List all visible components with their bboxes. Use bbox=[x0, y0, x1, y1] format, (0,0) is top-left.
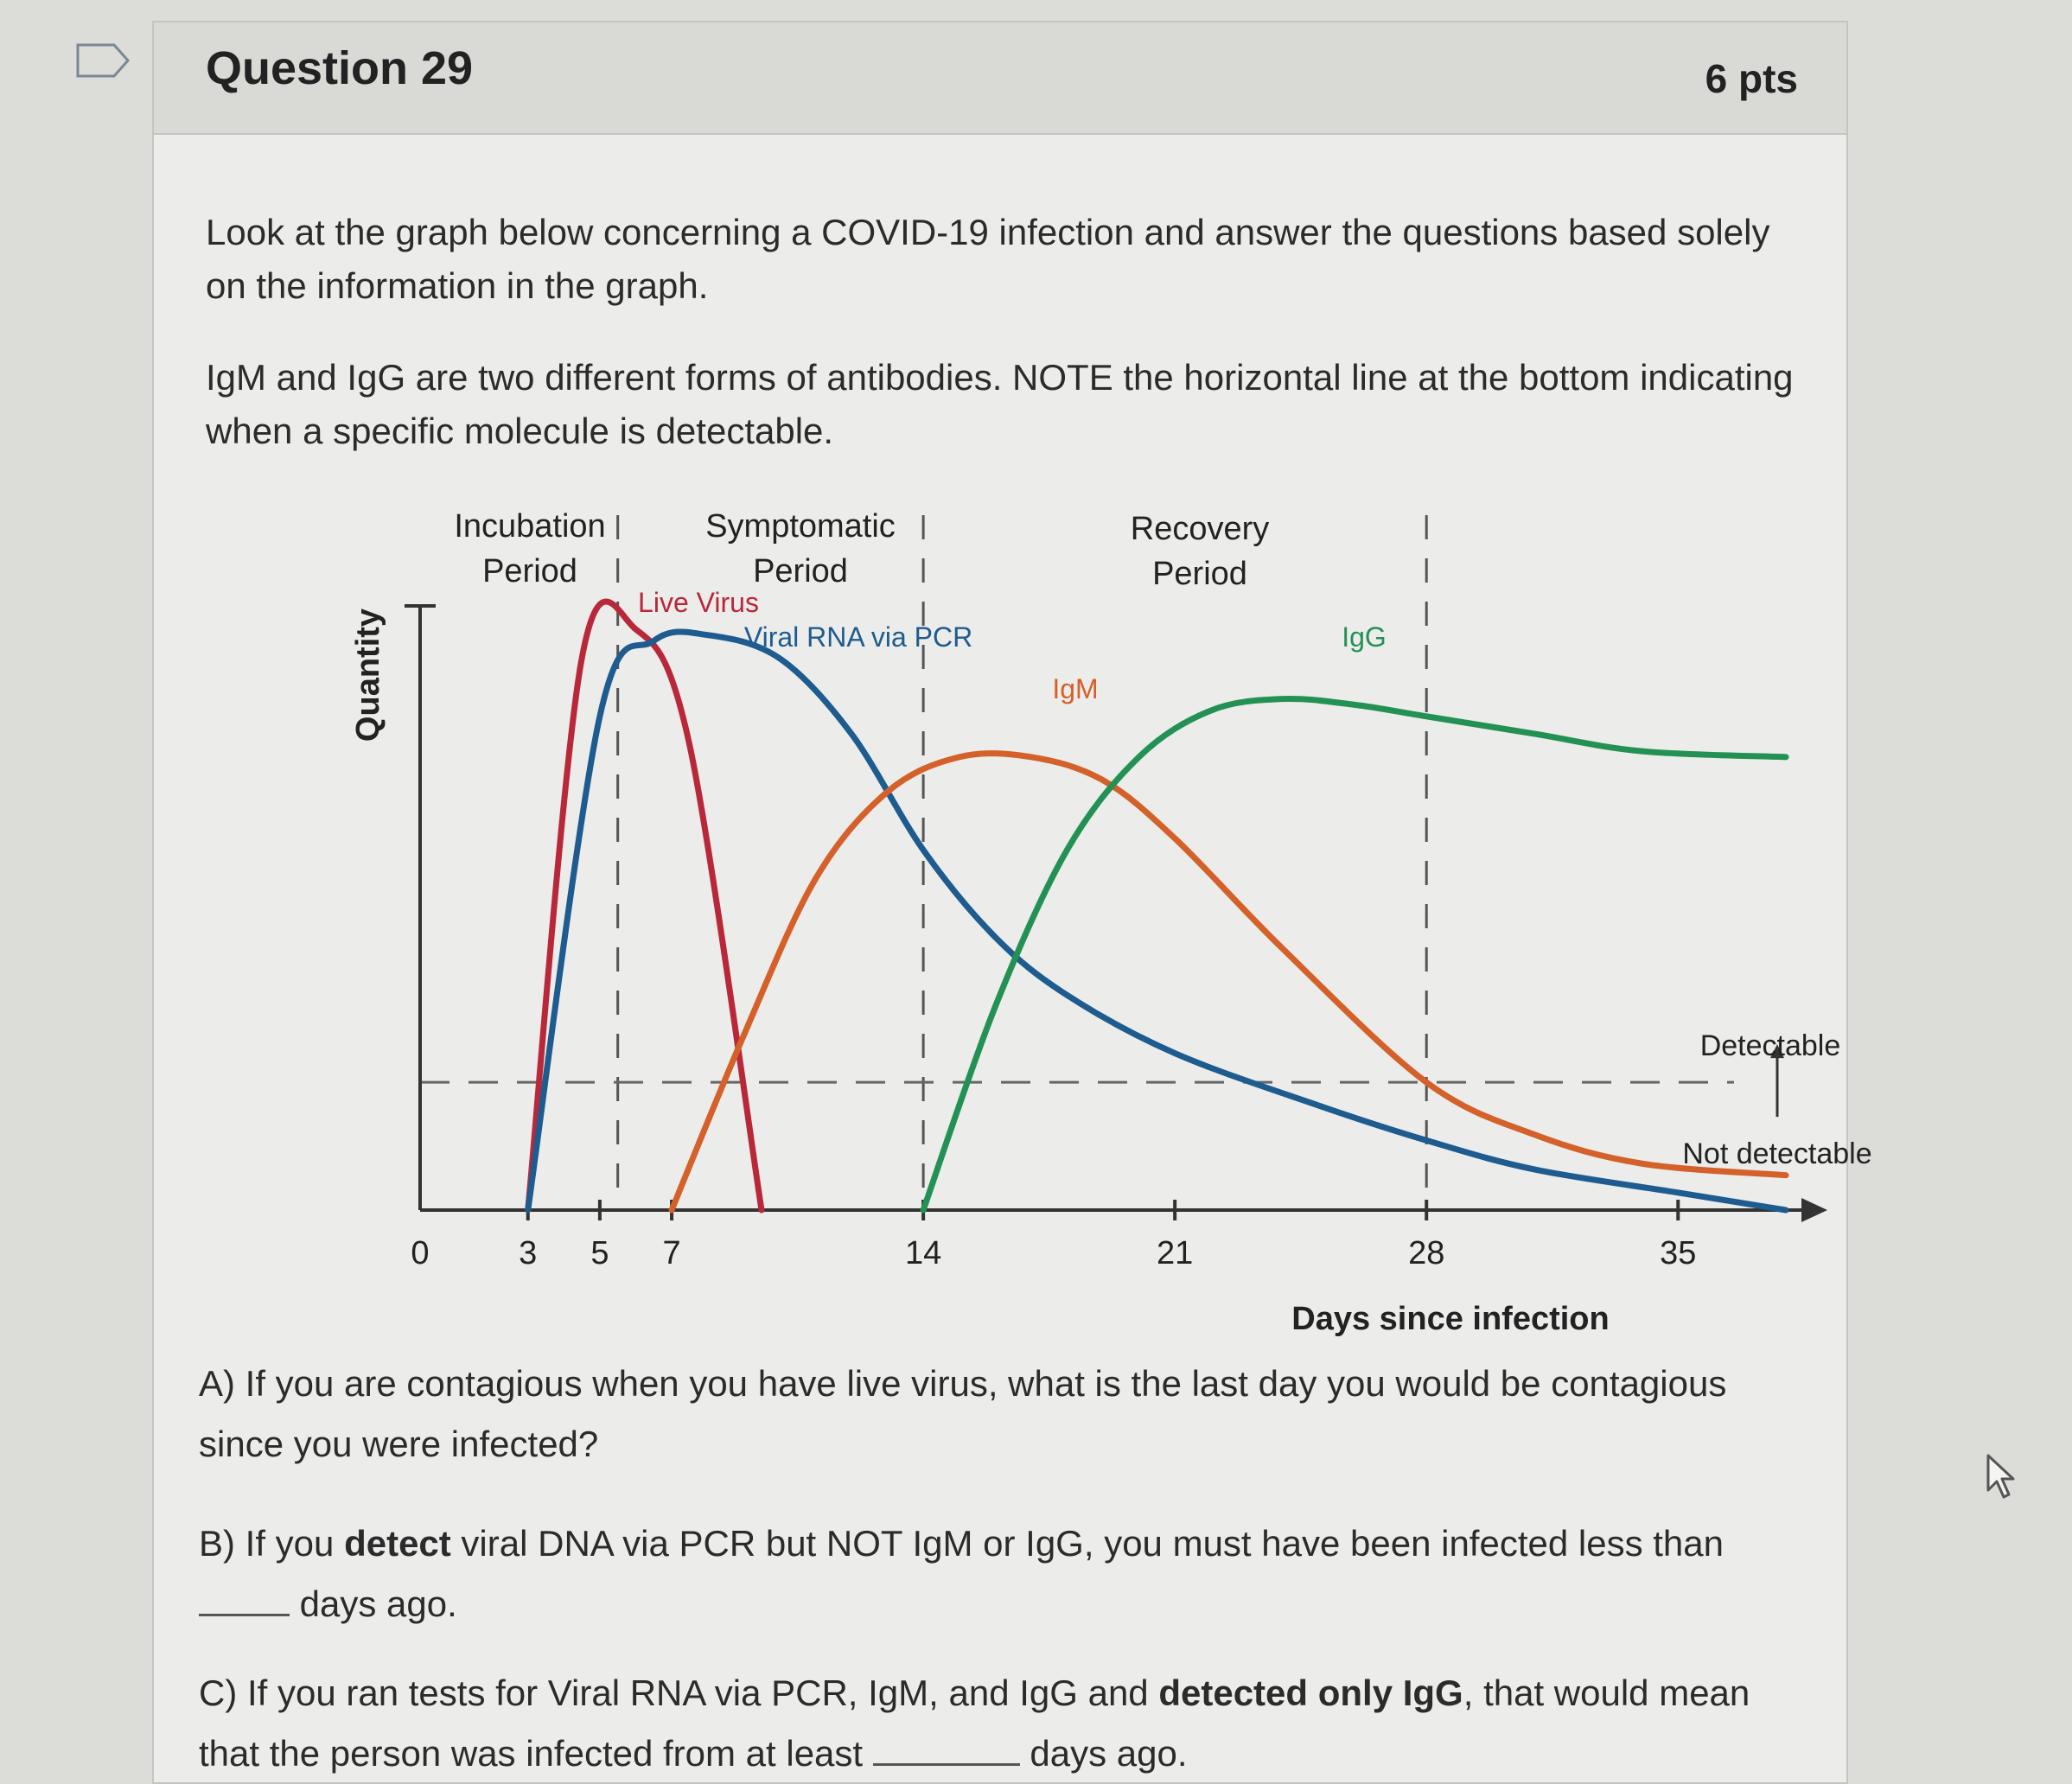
x-tick-label: 21 bbox=[1157, 1235, 1194, 1271]
label-igg: IgG bbox=[1342, 621, 1387, 653]
question-c-mid: , that would mean that the person was infected from at least bbox=[199, 1672, 1750, 1774]
question-card bbox=[152, 21, 1872, 1784]
x-axis-label: Days since infection bbox=[1291, 1301, 1610, 1337]
series-igg bbox=[923, 698, 1786, 1210]
series-igm bbox=[672, 754, 1786, 1210]
intro-paragraph-2: IgM and IgG are two different forms of antibodies. NOTE the horizontal line at the bottom indicating when a specific molecule is detectable. bbox=[206, 357, 1794, 451]
period-label-recovery-1: Recovery bbox=[1130, 511, 1270, 547]
period-label-incubation-2: Period bbox=[482, 553, 577, 589]
detection-threshold bbox=[420, 1044, 1784, 1117]
question-b-blank[interactable] bbox=[199, 1576, 290, 1616]
question-points: 6 pts bbox=[1705, 56, 1798, 101]
question-a: A) If you are contagious when you have live virus, what is the last day you would be contagious since you were infected? bbox=[199, 1363, 1727, 1464]
x-tick-label: 3 bbox=[519, 1235, 538, 1271]
question-b bbox=[199, 1513, 1798, 1634]
period-label-symptomatic-2: Period bbox=[753, 553, 848, 589]
x-axis-arrow bbox=[1801, 1198, 1827, 1222]
question-b-bold: detect bbox=[344, 1523, 451, 1564]
bookmark-icon[interactable] bbox=[76, 43, 130, 78]
question-c-bold: detected only IgG bbox=[1158, 1672, 1463, 1713]
question-c bbox=[199, 1663, 1798, 1784]
question-c-suffix: days ago. bbox=[1019, 1733, 1188, 1774]
question-b-mid: viral DNA via PCR but NOT IgM or IgG, you must have been infected less than bbox=[450, 1523, 1724, 1564]
y-axis-label: Quantity bbox=[350, 608, 386, 742]
question-b-prefix: B) If you bbox=[199, 1523, 345, 1564]
series-labels bbox=[638, 587, 1387, 704]
detectable-label: Detectable bbox=[1699, 1029, 1841, 1062]
period-label-symptomatic-1: Symptomatic bbox=[705, 508, 896, 545]
question-header bbox=[154, 22, 1846, 135]
question-b-suffix: days ago. bbox=[290, 1583, 457, 1624]
period-label-recovery-2: Period bbox=[1152, 556, 1247, 592]
x-tick-label: 35 bbox=[1660, 1235, 1697, 1271]
mouse-pointer-icon bbox=[1985, 1452, 2016, 1500]
x-tick-label: 14 bbox=[904, 1235, 942, 1271]
x-tick-label: 0 bbox=[411, 1235, 430, 1271]
question-c-prefix: C) If you ran tests for Viral RNA via PCR, IgM, and IgG and bbox=[199, 1672, 1159, 1713]
label-igm: IgM bbox=[1052, 673, 1099, 704]
series-live-virus bbox=[528, 602, 762, 1210]
period-label-incubation-1: Incubation bbox=[454, 508, 606, 545]
x-tick-label: 7 bbox=[662, 1235, 681, 1271]
label-viral-rna-pcr: Viral RNA via PCR bbox=[743, 621, 973, 653]
question-title: Question 29 bbox=[206, 42, 474, 94]
chart-series bbox=[528, 602, 1786, 1210]
not-detectable-label: Not detectable bbox=[1682, 1137, 1872, 1170]
x-tick-label: 28 bbox=[1408, 1235, 1445, 1271]
question-c-blank[interactable] bbox=[873, 1725, 1020, 1766]
intro-paragraph-1: Look at the graph below concerning a COVID-19 infection and answer the questions based solely on the information in the graph. bbox=[206, 212, 1770, 306]
label-live-virus: Live Virus bbox=[638, 587, 759, 618]
x-tick-label: 5 bbox=[590, 1235, 609, 1271]
covid-infection-chart bbox=[335, 498, 1872, 1354]
